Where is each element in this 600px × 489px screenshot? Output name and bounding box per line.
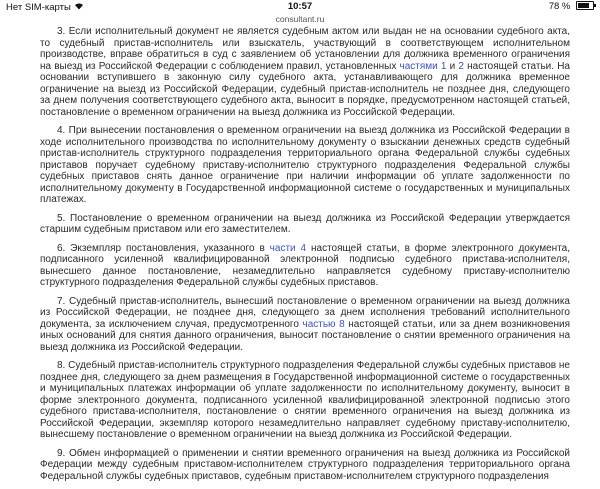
battery-percent: 78 %	[548, 1, 571, 12]
url-text[interactable]: consultant.ru	[275, 14, 325, 24]
address-bar[interactable]	[0, 14, 600, 25]
paragraph-7	[40, 296, 570, 354]
battery-area	[549, 0, 594, 14]
paragraph-4: 4. При вынесении постановления о временном ограничении на выезд должника из Российской Федерации в ходе исполнительного производства по исполнительному документу о взыскании денежных средств судебный пристав-исполнитель структурного подразделения территориального органа Федеральной службы судебных приставов поручает судебному приставу-исполнителю структурного подразделения Федеральной службы судебных приставов снять данное ограничение при наличии информации об уплате задолженности по исполнительному документу в Государственной информационной системе о государственных и муниципальных платежах.	[40, 125, 570, 205]
carrier-label: Нет SIM-карты	[6, 2, 71, 13]
paragraph-3-text-1: 3. Если исполнительный документ не является судебным актом или выдан не на основании судебного акта, то судебный пристав-исполнитель или взыскатель, участвующий в соответствующем исполнительном производстве, вправе обратиться в суд с заявлением об установлении для должника временного ограничения на выезд из Российской Федерации с соблюдением правил, установленных	[40, 26, 570, 72]
paragraph-5: 5. Постановление о временном ограничении на выезд должника из Российской Федерации утверждается старшим судебным приставом или его заместителем.	[40, 212, 570, 235]
paragraph-7-text-2: настоящей статьи, или за днем возникновения иных оснований для снятия данного ограничения, выносит постановление о снятии временного ограничения на выезд должника из Российской Федерации.	[40, 318, 571, 353]
paragraph-3	[40, 26, 570, 118]
link-chast-8[interactable]: частью 8	[302, 318, 345, 330]
paragraph-8: 8. Судебный пристав-исполнитель структурного подразделения Федеральной службы судебных приставов не позднее дня, следующего за днем размещения в Государственной информационной системе о государственных и муниципальных платежах информации об уплате задолженности по исполнительному документу, выносит в форме электронного документа, подписанного усиленной квалифицированной электронной подписью этого судебного пристава-исполнителя, постановление о снятии временного ограничения на выезд должника из Российской Федерации, экземпляр которого незамедлительно направляет судебному приставу-исполнителю, вынесшему постановление о временном ограничении на выезд должника из Российской Федерации.	[40, 360, 570, 440]
clock: 10:57	[287, 1, 313, 12]
paragraph-9: 9. Обмен информацией о применении и снятии временного ограничения на выезд должника из Российской Федерации между судебным приставом-исполнителем структурного подразделения территориального органа Федеральной службы судебных приставов, судебным приставом-исполнителем структурного подразделения	[40, 447, 570, 482]
battery-fill	[578, 3, 589, 8]
paragraph-6-text-2: настоящей статьи, в форме электронного документа, подписанного усиленной квалифицированной электронной подписью судебного пристава-исполнителя, вынесшего данное постановление, незамедлительно направляется судебному приставу-исполнителю структурного подразделения Федеральной службы судебных приставов.	[40, 242, 571, 288]
battery-icon	[576, 1, 594, 10]
status-bar	[0, 0, 600, 14]
link-chast-1[interactable]: частями 1	[399, 60, 447, 72]
link-chast-4[interactable]: части 4	[269, 242, 307, 254]
link-chast-2[interactable]: 2	[458, 60, 464, 72]
paragraph-6	[40, 243, 570, 289]
article-body	[40, 26, 570, 489]
paragraph-3-text-3: настоящей статьи. На основании вступившего в законную силу судебного акта, устанавливающего для должника временное ограничение на выезд из Российской Федерации, судебный пристав-исполнитель не позднее дня, следующего за днем получения соответствующего судебного акта, выносит в порядке, предусмотренном настоящей статьей, постановление о временном ограничении на выезд должника из Российской Федерации.	[40, 60, 570, 118]
paragraph-6-text-1: 6. Экземпляр постановления, указанного в	[57, 242, 270, 254]
paragraph-7-text-1: 7. Судебный пристав-исполнитель, вынесший постановление о временном ограничении на выезд должника из Российской Федерации, не позднее дня, следующего за днем исполнения требований исполнительного документа, за исключением случая, предусмотренного	[40, 295, 570, 330]
paragraph-3-text-2: и	[446, 60, 459, 72]
